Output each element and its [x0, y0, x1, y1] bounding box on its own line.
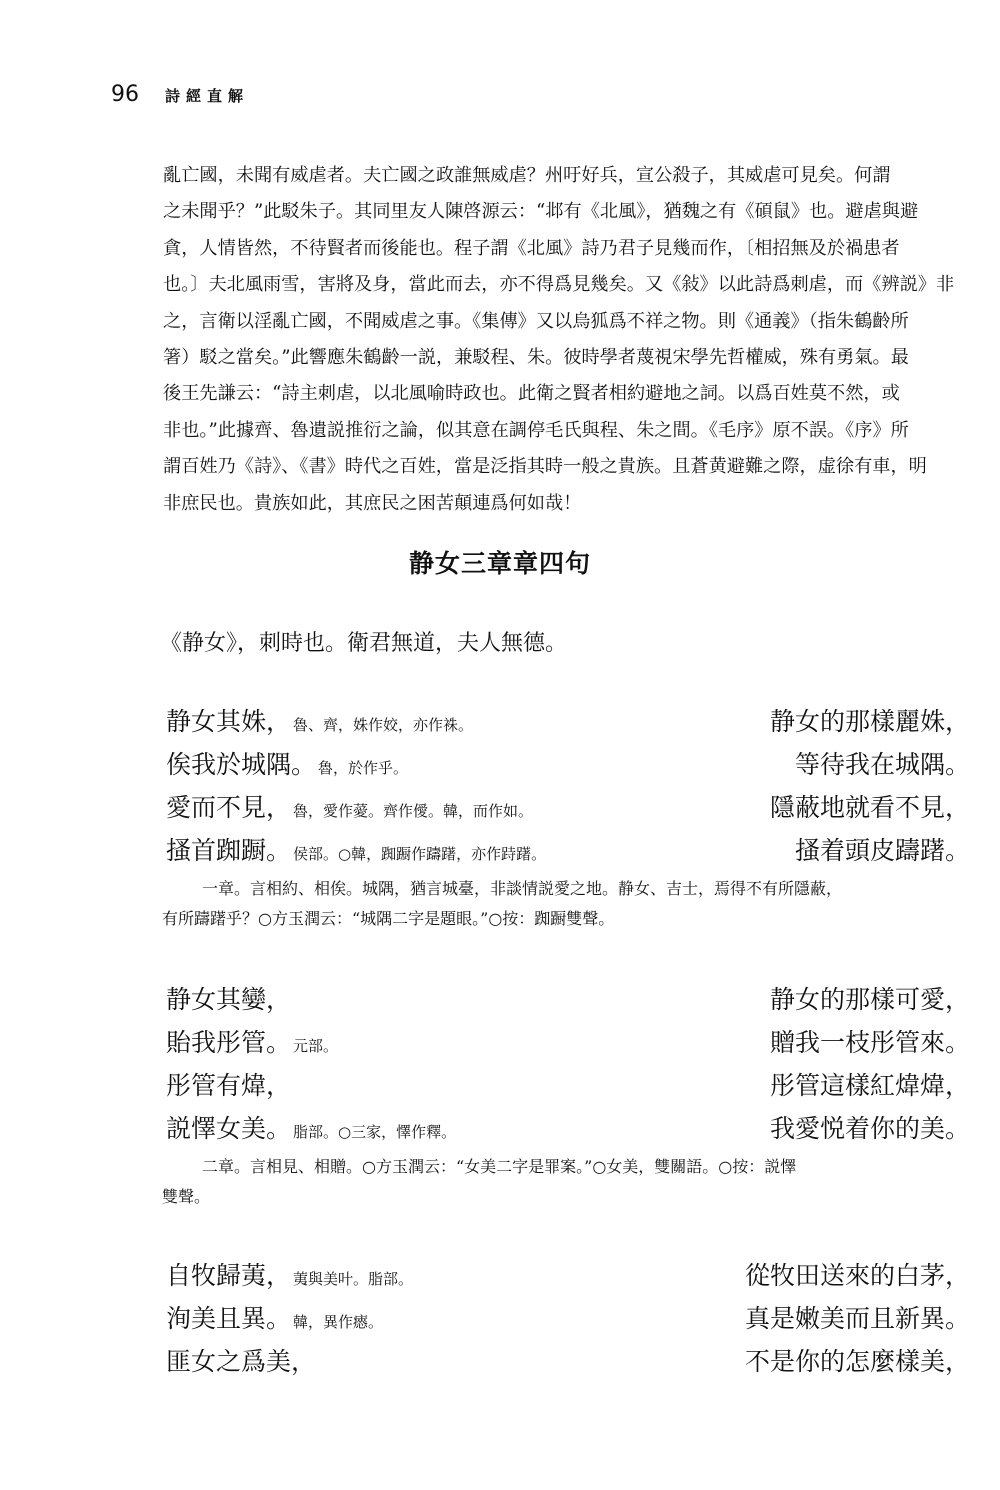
verse-text: 静女其姝， — [166, 707, 292, 736]
verse-original — [166, 978, 293, 1025]
verse-text: 静女其孌， — [166, 985, 292, 1014]
verse-row — [166, 743, 970, 786]
running-header — [111, 82, 249, 112]
commentary-paragraph — [163, 158, 971, 522]
verse-text: 匪女之爲美， — [166, 1347, 317, 1376]
stanza-summary — [162, 874, 970, 934]
verse-row — [166, 829, 970, 872]
book-title: 詩經直解 — [165, 87, 250, 105]
verse-text: 俟我於城隅。 — [166, 750, 317, 779]
stanza-1 — [162, 700, 970, 934]
stanza-summary — [162, 1152, 970, 1212]
verse-row — [166, 786, 970, 829]
poem-preface: 《静女》，刺時也。衛君無道，夫人無德。 — [160, 631, 568, 656]
verse-translation: 從牧田送來的白茅， — [744, 1261, 970, 1290]
verse-text: 説懌女美。 — [166, 1114, 292, 1143]
verse-text: 洵美且異。 — [166, 1304, 292, 1333]
verse-note: 魯、齊，姝作姣，亦作袾。 — [293, 716, 474, 734]
verse-text: 貽我彤管。 — [166, 1028, 292, 1057]
verse-text: 愛而不見， — [166, 793, 292, 822]
verse-text: 彤管有煒， — [166, 1071, 292, 1100]
verse-original — [166, 1064, 293, 1111]
verse-translation: 静女的那樣可愛， — [769, 985, 970, 1014]
verse-translation: 隱蔽地就看不見， — [769, 793, 970, 822]
section-title: 静女三章章四句 — [408, 549, 591, 578]
verse-row — [166, 1064, 970, 1107]
verse-row — [166, 1254, 970, 1297]
verse-translation: 彤管這樣紅煒煒， — [769, 1071, 970, 1100]
commentary-line: 謂百姓乃《詩》、《書》時代之百姓，當是泛指其時一般之貴族。且蒼黄避難之際，虚徐有車，明 — [163, 456, 927, 478]
verse-translation: 等待我在城隅。 — [794, 750, 970, 779]
verse-translation: 搔着頭皮躊躇。 — [794, 836, 970, 865]
verse-note: 韓，異作瘱。 — [293, 1313, 384, 1331]
stanza-2 — [162, 978, 970, 1212]
verse-original — [166, 1297, 383, 1344]
verse-original — [166, 1021, 338, 1068]
verse-row — [166, 1107, 970, 1150]
verse-original — [166, 743, 408, 790]
page-number: 96 — [111, 82, 139, 107]
verse-note: 荑與美叶。脂部。 — [293, 1270, 414, 1288]
verse-original — [166, 786, 533, 833]
summary-line: 有所躊躇乎？○方玉潤云：“城隅二字是題眼。”○按：踟蹰雙聲。 — [162, 909, 615, 928]
verse-note: 魯，愛作薆。齊作僾。韓，而作如。 — [293, 802, 534, 820]
verse-translation: 我愛悦着你的美。 — [769, 1114, 970, 1143]
verse-text: 搔首踟蹰。 — [166, 836, 292, 865]
verse-row — [166, 978, 970, 1021]
verse-translation: 静女的那樣麗姝， — [769, 707, 970, 736]
stanza-3 — [166, 1254, 970, 1383]
commentary-line: 箸）駁之當矣。”此響應朱鶴齡一説，兼駁程、朱。彼時學者蔑視宋學先哲權威，殊有勇氣。最 — [163, 346, 909, 368]
verse-row — [166, 1021, 970, 1064]
verse-row — [166, 1297, 970, 1340]
summary-line: 二章。言相見、相贈。○方玉潤云：“女美二字是罪案。”○女美，雙關語。○按：説懌 — [202, 1157, 797, 1176]
commentary-line: 之未聞乎？”此駁朱子。其同里友人陳啓源云：“邶有《北風》，猶魏之有《碩鼠》也。避虐與避 — [163, 201, 919, 223]
verse-note: 元部。 — [293, 1037, 339, 1055]
verse-note: 魯，於作乎。 — [318, 759, 409, 777]
summary-line: 一章。言相約、相俟。城隅，猶言城臺，非談情説愛之地。静女、吉士，焉得不有所隱蔽， — [202, 879, 843, 898]
commentary-line: 亂亡國，未聞有威虐者。夫亡國之政誰無威虐？州吁好兵，宣公殺子，其威虐可見矣。何謂 — [163, 165, 891, 186]
verse-note: 脂部。○三家，懌作釋。 — [293, 1123, 457, 1141]
summary-line: 雙聲。 — [162, 1187, 211, 1206]
verse-translation: 真是嫩美而且新異。 — [744, 1304, 970, 1333]
commentary-line: 也。〕夫北風雨雪，害將及身，當此而去，亦不得爲見幾矣。又《敍》以此詩爲刺虐，而《辨説》非 — [163, 274, 955, 296]
commentary-line: 貪，人情皆然，不待賢者而後能也。程子謂《北風》詩乃君子見幾而作，〔相招無及於禍患者 — [163, 237, 900, 259]
verse-note: 侯部。○韓，踟蹰作躊躇，亦作跱躇。 — [293, 845, 547, 863]
commentary-line: 後王先謙云：“詩主刺虐，以北風喻時政也。此衛之賢者相約避地之詞。以爲百姓莫不然，或 — [163, 383, 900, 405]
verse-row — [166, 1340, 970, 1383]
verse-original — [166, 1107, 456, 1154]
verse-original — [166, 1254, 413, 1301]
verse-original — [166, 1340, 318, 1387]
verse-text: 自牧歸荑， — [166, 1261, 292, 1290]
commentary-line: 非也。”此據齊、魯遺説推衍之論，似其意在調停毛氏與程、朱之間。《毛序》原不誤。《序》所 — [163, 419, 909, 441]
verse-translation: 贈我一枝彤管來。 — [769, 1028, 970, 1057]
verse-original — [166, 829, 546, 876]
verse-row — [166, 700, 970, 743]
commentary-line: 非庶民也。貴族如此，其庶民之困苦顛連爲何如哉！ — [163, 492, 582, 514]
verse-translation: 不是你的怎麼樣美， — [744, 1347, 970, 1376]
verse-original — [166, 700, 473, 747]
commentary-line: 之，言衛以淫亂亡國，不聞威虐之事。《集傳》又以烏狐爲不祥之物。則《通義》（指朱鶴齡所 — [163, 310, 909, 332]
